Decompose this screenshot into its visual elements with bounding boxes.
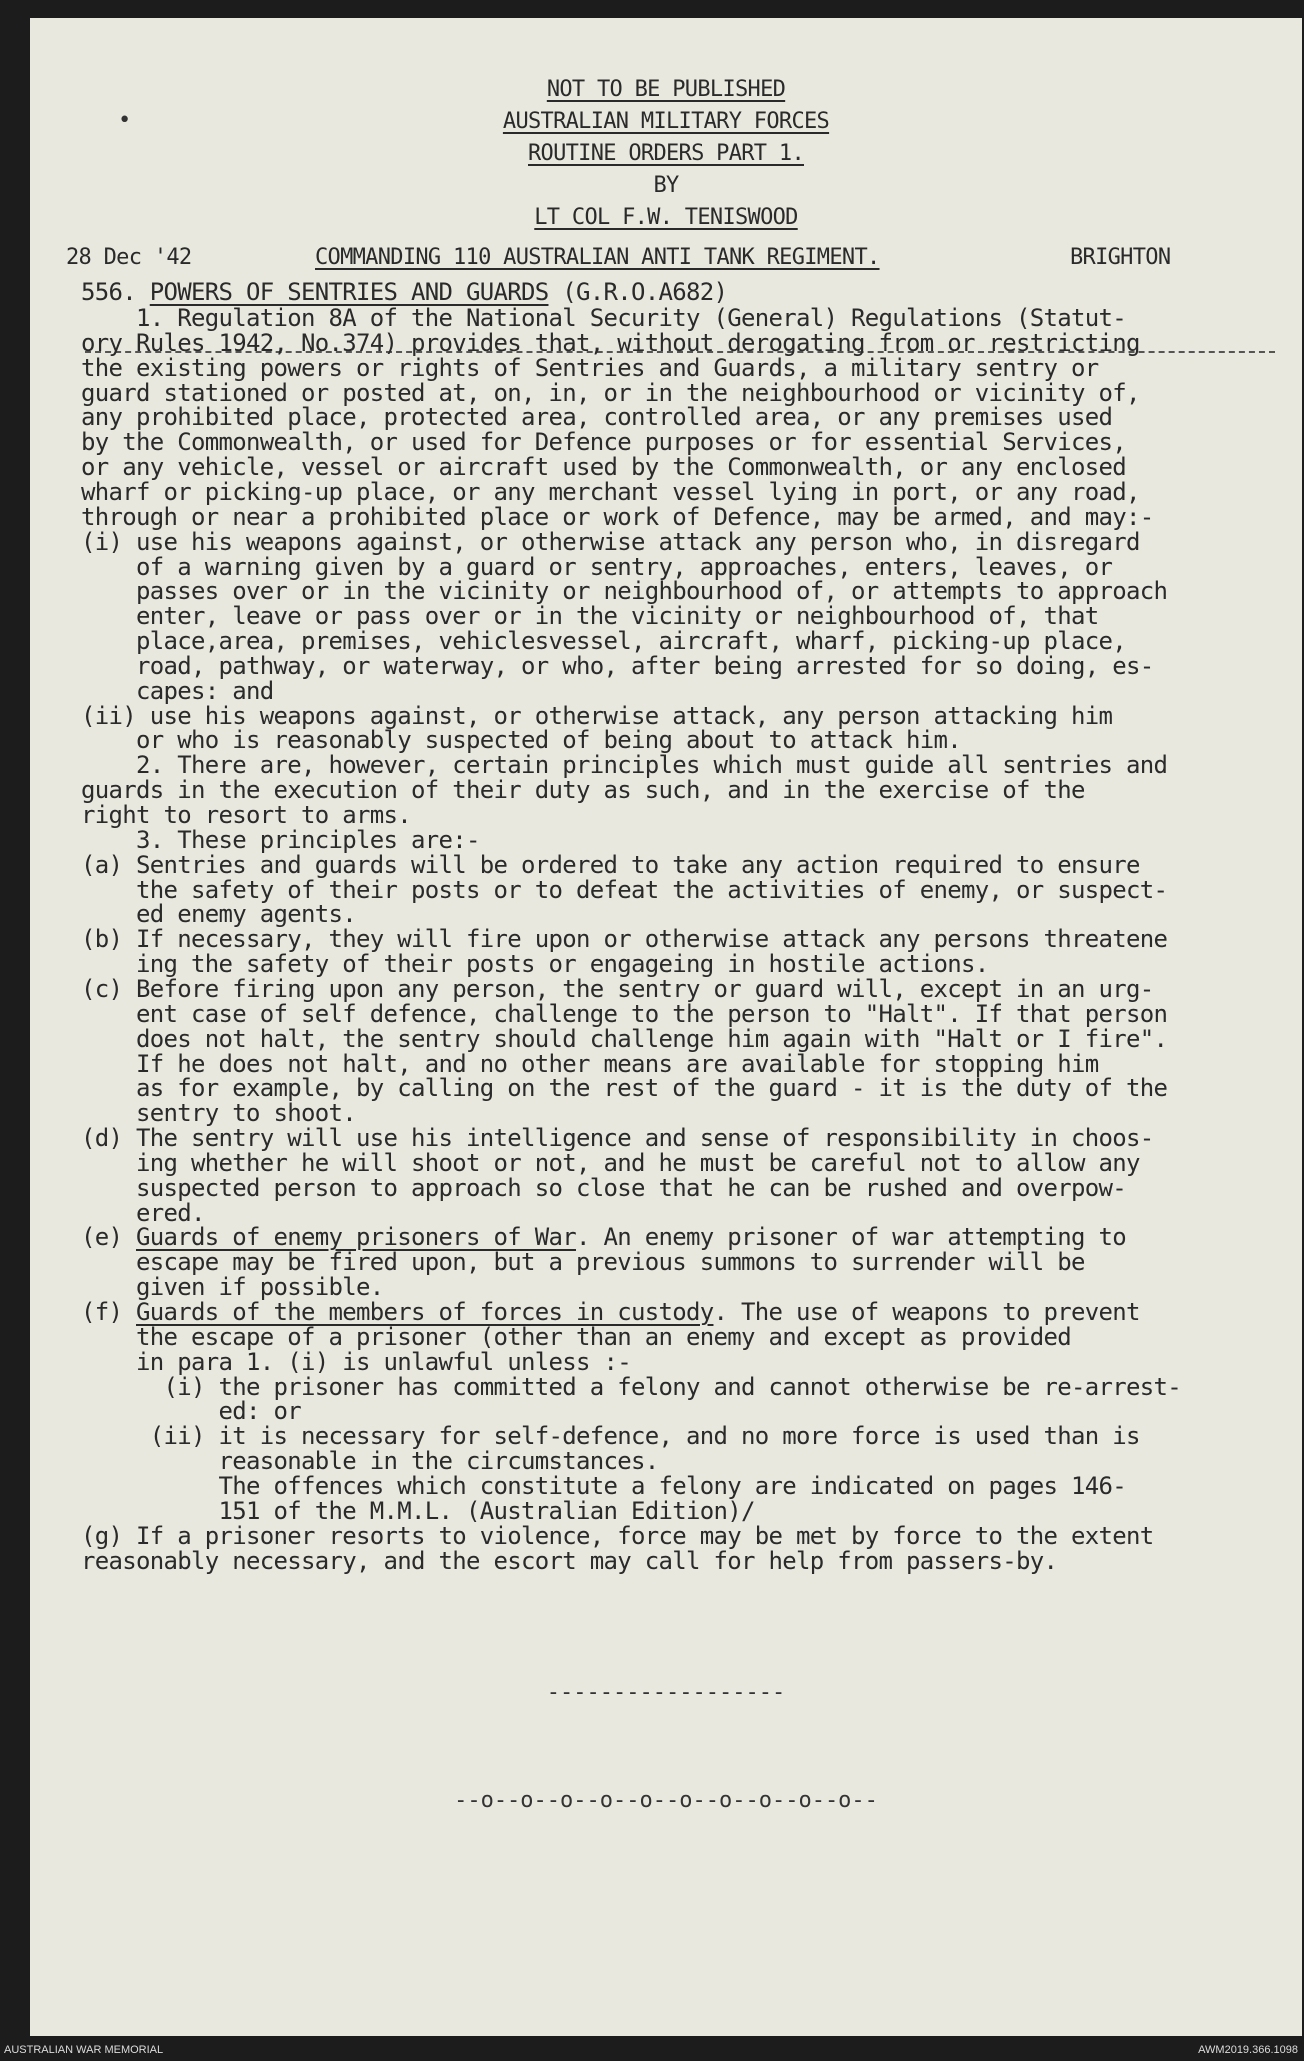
para-e-label: (e): [81, 1223, 136, 1252]
para-f-label: (f): [81, 1298, 136, 1326]
document-line: (d) The sentry will use his intelligence and sense of responsibility in choos-: [81, 1124, 1154, 1153]
footer-credit: AUSTRALIAN WAR MEMORIAL: [4, 2044, 164, 2056]
document-line: road, pathway, or waterway, or who, after being arrested for so doing, es-: [81, 651, 1154, 680]
document-line: of a warning given by a guard or sentry, approaches, enters, leaves, or: [81, 552, 1113, 581]
para-e-text: . An enemy prisoner of war attempting to: [575, 1223, 1126, 1252]
footer-accession-number: AWM2019.366.1098: [1198, 2044, 1298, 2056]
header-routine-orders: ROUTINE ORDERS PART 1.: [528, 141, 804, 166]
document-line: ent case of self defence, challenge to the person to "Halt". If that person: [81, 999, 1168, 1028]
document-line: escape may be fired upon, but a previous summons to surrender will be: [81, 1248, 1085, 1277]
document-line: ed enemy agents.: [81, 900, 356, 929]
ink-spot: •: [118, 108, 132, 133]
document-line: (ii) use his weapons against, or otherwise attack, any person attacking him: [81, 701, 1113, 730]
document-line: given if possible.: [81, 1273, 384, 1302]
document-line: place,area, premises, vehiclesvessel, aircraft, wharf, picking-up place,: [81, 627, 1126, 656]
header-forces: AUSTRALIAN MILITARY FORCES: [502, 109, 830, 134]
document-line: the safety of their posts or to defeat the activities of enemy, or suspect-: [81, 875, 1168, 904]
para-e-heading: Guards of enemy prisoners of War: [136, 1223, 576, 1252]
document-line: by the Commonwealth, or used for Defence purposes or for essential Services,: [81, 428, 1126, 457]
document-line: (b) If necessary, they will fire upon or otherwise attack any persons threatene: [81, 925, 1168, 954]
document-line: 3. These principles are:-: [81, 825, 480, 854]
document-line: right to resort to arms.: [81, 801, 411, 829]
para-f-heading: Guards of the members of forces in custody: [136, 1298, 714, 1326]
document-line: ered.: [81, 1198, 205, 1227]
document-line: ing whether he will shoot or not, and he must be careful not to allow any: [81, 1148, 1140, 1177]
document-line: through or near a prohibited place or work of Defence, may be armed, and may:-: [81, 502, 1154, 531]
document-line: (ii) it is necessary for self-defence, and no more force is used than is: [81, 1422, 1140, 1451]
header-by: BY: [653, 173, 679, 198]
document-line: in para 1. (i) is unlawful unless :-: [81, 1347, 631, 1376]
order-place: BRIGHTON: [1070, 245, 1171, 270]
header-not-to-be-published: NOT TO BE PUBLISHED: [546, 77, 786, 102]
document-page: [30, 18, 1302, 2036]
document-line: (i) use his weapons against, or otherwise attack any person who, in disregard: [81, 527, 1140, 556]
document-line: ed: or: [81, 1397, 301, 1426]
document-line: The offences which constitute a felony are indicated on pages 146-: [81, 1471, 1126, 1500]
document-line: ory Rules 1942, No.374) provides that, without derogating from or restricting: [81, 328, 1140, 357]
document-line: or who is reasonably suspected of being about to attack him.: [81, 726, 961, 755]
document-line: guards in the execution of their duty as such, and in the exercise of the: [81, 776, 1085, 805]
document-line: capes: and: [81, 676, 274, 705]
document-line: 1. Regulation 8A of the National Security (General) Regulations (Statut-: [81, 304, 1126, 332]
para-e-first-line: [81, 1223, 1126, 1252]
document-line: the existing powers or rights of Sentries and Guards, a military sentry or: [81, 353, 1099, 382]
document-line: suspected person to approach so close that he can be rushed and overpow-: [81, 1173, 1126, 1202]
header-commander: LT COL F.W. TENISWOOD: [534, 205, 798, 230]
order-number: 556.: [81, 278, 136, 306]
order-title: POWERS OF SENTRIES AND GUARDS: [149, 278, 549, 306]
document-line: ing the safety of their posts or engageing in hostile actions.: [81, 950, 989, 979]
closing-dashes: ------------------: [546, 1680, 786, 1705]
document-line: (a) Sentries and guards will be ordered to take any action required to ensure: [81, 850, 1140, 879]
document-line: the escape of a prisoner (other than an enemy and except as provided: [81, 1322, 1071, 1351]
document-line: 2. There are, however, certain principles which must guide all sentries and: [81, 751, 1168, 780]
document-line: does not halt, the sentry should challenge him again with "Halt or I fire".: [81, 1024, 1168, 1053]
document-line: as for example, by calling on the rest of the guard - it is the duty of the: [81, 1074, 1168, 1103]
document-line: If he does not halt, and no other means are available for stopping him: [81, 1049, 1099, 1078]
end-mark: --o--o--o--o--o--o--o--o--o--o--: [454, 1788, 878, 1813]
document-line: passes over or in the vicinity or neighbourhood of, or attempts to approach: [81, 577, 1168, 606]
order-reference: (G.R.O.A682): [562, 278, 728, 306]
para-f-first-line: [81, 1300, 1140, 1324]
document-line: reasonably necessary, and the escort may call for help from passers-by.: [81, 1546, 1058, 1575]
document-line: or any vehicle, vessel or aircraft used by the Commonwealth, or any enclosed: [81, 453, 1126, 482]
command-line: COMMANDING 110 AUSTRALIAN ANTI TANK REGIMENT.: [315, 245, 880, 270]
order-heading: [81, 280, 727, 304]
order-date: 28 Dec '42: [66, 245, 192, 270]
document-line: sentry to shoot.: [81, 1099, 356, 1128]
document-line: 151 of the M.M.L. (Australian Edition)/: [81, 1496, 755, 1525]
document-line: enter, leave or pass over or in the vicinity or neighbourhood of, that: [81, 602, 1099, 631]
document-line: (i) the prisoner has committed a felony and cannot otherwise be re-arrest-: [81, 1372, 1181, 1401]
para-f-text: . The use of weapons to prevent: [713, 1298, 1140, 1326]
document-line: wharf or picking-up place, or any merchant vessel lying in port, or any road,: [81, 477, 1140, 506]
document-line: (c) Before firing upon any person, the sentry or guard will, except in an urg-: [81, 974, 1154, 1003]
document-line: reasonable in the circumstances.: [81, 1447, 659, 1476]
document-line: guard stationed or posted at, on, in, or in the neighbourhood or vicinity of,: [81, 378, 1140, 407]
document-line: (g) If a prisoner resorts to violence, force may be met by force to the extent: [81, 1521, 1154, 1550]
document-line: any prohibited place, protected area, controlled area, or any premises used: [81, 403, 1113, 432]
